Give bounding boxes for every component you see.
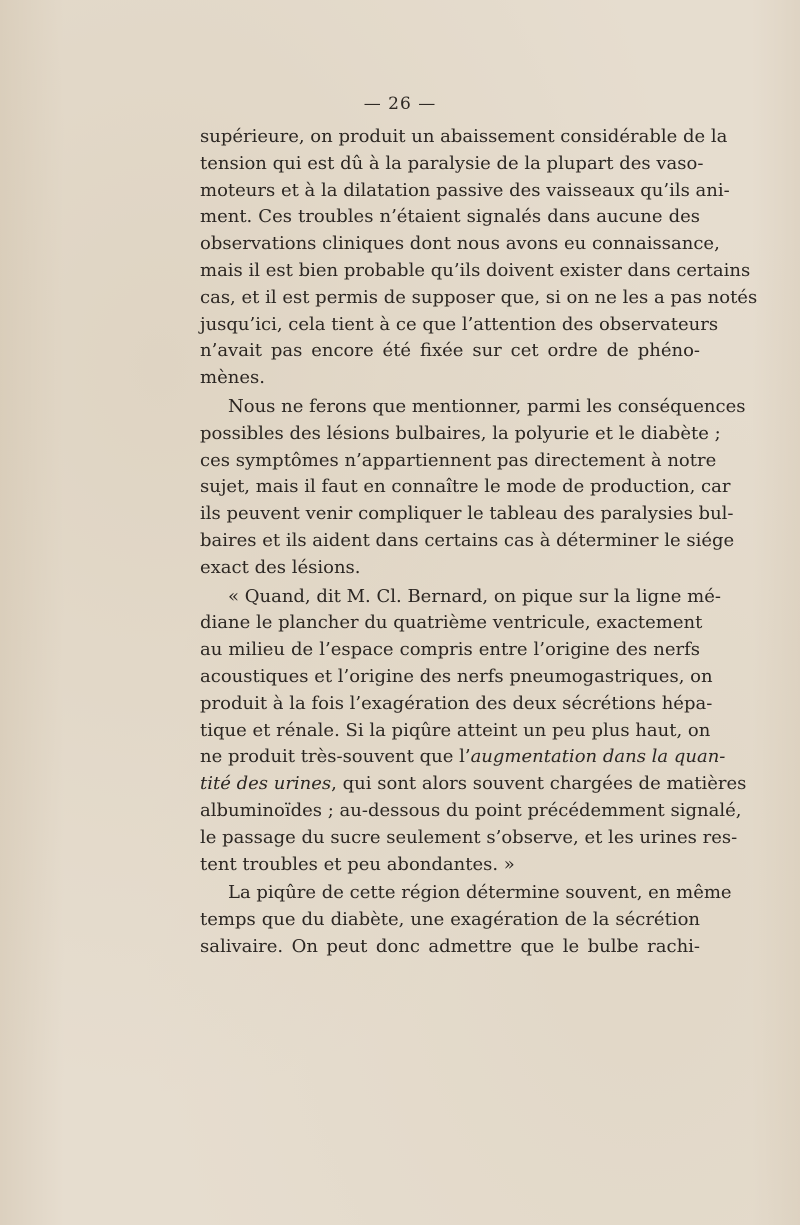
text-line: mais il est bien probable qu’ils doivent exister dans certains <box>200 259 751 281</box>
text-line: baires et ils aident dans certains cas à déterminer le siége <box>200 529 735 551</box>
text-line: acoustiques et l’origine des nerfs pneumogastriques, on <box>200 665 713 687</box>
text-line: mènes. <box>200 367 265 389</box>
text-line: observations cliniques dont nous avons eu connaissance, <box>200 233 720 255</box>
text-line: au milieu de l’espace compris entre l’origine des nerfs <box>200 639 700 661</box>
text-run: , qui sont alors souvent chargées de matières <box>331 773 747 795</box>
text-line: La piqûre de cette région détermine souvent, en même <box>228 882 732 904</box>
text-line: diane le plancher du quatrième ventricule, exactement <box>200 612 703 634</box>
text-line: « Quand, dit M. Cl. Bernard, on pique sur la ligne mé- <box>228 585 721 607</box>
text-line: tent troubles et peu abondantes. » <box>200 853 515 875</box>
paragraph-1 <box>200 124 758 392</box>
text-line: n’avait pas encore été fixée sur cet ordre de phéno- <box>200 340 700 362</box>
text-line: ces symptômes n’appartiennent pas directement à notre <box>200 449 717 471</box>
paragraph-2 <box>200 394 746 582</box>
text-line <box>200 744 726 771</box>
text-line: albuminoïdes ; au-dessous du point précédemment signalé, <box>200 799 742 821</box>
page-number: — 26 — <box>363 94 437 114</box>
text-line: ils peuvent venir compliquer le tableau des paralysies bul- <box>200 503 734 525</box>
text-line: supérieure, on produit un abaissement considérable de la <box>200 126 728 147</box>
body-text <box>200 124 758 961</box>
text-line <box>200 771 747 798</box>
text-line: ment. Ces troubles n’étaient signalés dans aucune des <box>200 206 700 228</box>
text-line: produit à la fois l’exagération des deux sécrétions hépa- <box>200 692 713 714</box>
paragraph-4 <box>200 880 732 960</box>
text-run: ne produit très-souvent que l’ <box>200 746 471 768</box>
text-line: salivaire. On peut donc admettre que le bulbe rachi- <box>200 935 700 957</box>
text-line: moteurs et à la dilatation passive des vaisseaux qu’ils ani- <box>200 179 730 201</box>
text-line: jusqu’ici, cela tient à ce que l’attention des observateurs <box>200 313 719 335</box>
text-line: temps que du diabète, une exagération de la sécrétion <box>200 909 700 931</box>
text-line: exact des lésions. <box>200 556 361 578</box>
text-line: possibles des lésions bulbaires, la polyurie et le diabète ; <box>200 422 721 444</box>
text-line: le passage du sucre seulement s’observe, et les urines res- <box>200 826 738 848</box>
italic-run: augmentation dans la quan- <box>470 746 726 768</box>
text-line: sujet, mais il faut en connaître le mode de production, car <box>200 476 731 498</box>
paragraph-3-quote <box>200 584 747 879</box>
text-line: cas, et il est permis de supposer que, si on ne les a pas notés <box>200 286 758 308</box>
text-line: tique et rénale. Si la piqûre atteint un peu plus haut, on <box>200 719 711 741</box>
italic-run: tité des urines <box>200 773 332 795</box>
text-line: tension qui est dû à la paralysie de la plupart des vaso- <box>200 152 704 174</box>
text-line: Nous ne ferons que mentionner, parmi les conséquences <box>228 395 746 417</box>
